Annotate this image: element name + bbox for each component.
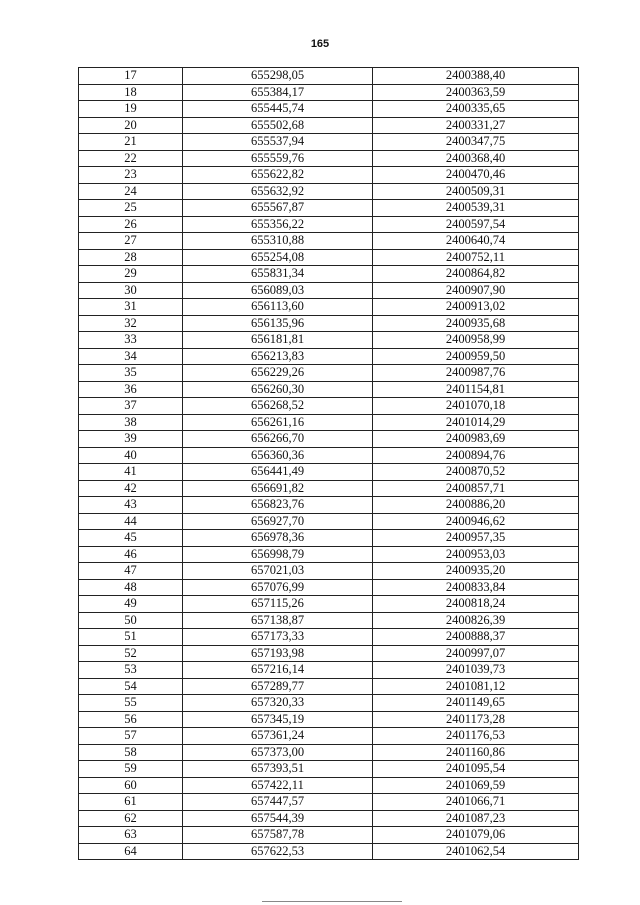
x-coordinate-cell: 656691,82 xyxy=(183,480,373,497)
y-coordinate-cell: 2400833,84 xyxy=(373,579,579,596)
x-coordinate-cell: 657361,24 xyxy=(183,728,373,745)
table-row xyxy=(79,497,579,514)
x-coordinate-cell: 657289,77 xyxy=(183,678,373,695)
x-coordinate-cell: 655254,08 xyxy=(183,249,373,266)
table-row xyxy=(79,629,579,646)
x-coordinate-cell: 655356,22 xyxy=(183,216,373,233)
table-row xyxy=(79,414,579,431)
table-row xyxy=(79,332,579,349)
y-coordinate-cell: 2400886,20 xyxy=(373,497,579,514)
y-coordinate-cell: 2400935,20 xyxy=(373,563,579,580)
point-number-cell: 21 xyxy=(79,134,183,151)
y-coordinate-cell: 2401039,73 xyxy=(373,662,579,679)
point-number-cell: 47 xyxy=(79,563,183,580)
x-coordinate-cell: 657193,98 xyxy=(183,645,373,662)
table-row xyxy=(79,431,579,448)
table-row xyxy=(79,464,579,481)
point-number-cell: 63 xyxy=(79,827,183,844)
table-row xyxy=(79,216,579,233)
table-row xyxy=(79,84,579,101)
x-coordinate-cell: 657422,11 xyxy=(183,777,373,794)
y-coordinate-cell: 2400913,02 xyxy=(373,299,579,316)
point-number-cell: 20 xyxy=(79,117,183,134)
point-number-cell: 45 xyxy=(79,530,183,547)
point-number-cell: 55 xyxy=(79,695,183,712)
y-coordinate-cell: 2401173,28 xyxy=(373,711,579,728)
table-row xyxy=(79,249,579,266)
x-coordinate-cell: 656823,76 xyxy=(183,497,373,514)
point-number-cell: 26 xyxy=(79,216,183,233)
table-row xyxy=(79,761,579,778)
y-coordinate-cell: 2400958,99 xyxy=(373,332,579,349)
y-coordinate-cell: 2401087,23 xyxy=(373,810,579,827)
y-coordinate-cell: 2400539,31 xyxy=(373,200,579,217)
x-coordinate-cell: 657320,33 xyxy=(183,695,373,712)
y-coordinate-cell: 2400870,52 xyxy=(373,464,579,481)
y-coordinate-cell: 2400347,75 xyxy=(373,134,579,151)
point-number-cell: 35 xyxy=(79,365,183,382)
y-coordinate-cell: 2400864,82 xyxy=(373,266,579,283)
table-row xyxy=(79,678,579,695)
table-row xyxy=(79,68,579,85)
point-number-cell: 53 xyxy=(79,662,183,679)
y-coordinate-cell: 2400946,62 xyxy=(373,513,579,530)
y-coordinate-cell: 2401066,71 xyxy=(373,794,579,811)
y-coordinate-cell: 2401095,54 xyxy=(373,761,579,778)
point-number-cell: 19 xyxy=(79,101,183,118)
table-row xyxy=(79,810,579,827)
y-coordinate-cell: 2401062,54 xyxy=(373,843,579,860)
y-coordinate-cell: 2400509,31 xyxy=(373,183,579,200)
table-row xyxy=(79,183,579,200)
y-coordinate-cell: 2401154,81 xyxy=(373,381,579,398)
x-coordinate-cell: 657622,53 xyxy=(183,843,373,860)
x-coordinate-cell: 656978,36 xyxy=(183,530,373,547)
y-coordinate-cell: 2400826,39 xyxy=(373,612,579,629)
table-row xyxy=(79,315,579,332)
y-coordinate-cell: 2401069,59 xyxy=(373,777,579,794)
point-number-cell: 50 xyxy=(79,612,183,629)
point-number-cell: 62 xyxy=(79,810,183,827)
y-coordinate-cell: 2401079,06 xyxy=(373,827,579,844)
x-coordinate-cell: 656135,96 xyxy=(183,315,373,332)
point-number-cell: 64 xyxy=(79,843,183,860)
table-row xyxy=(79,266,579,283)
table-row xyxy=(79,365,579,382)
point-number-cell: 33 xyxy=(79,332,183,349)
y-coordinate-cell: 2400470,46 xyxy=(373,167,579,184)
y-coordinate-cell: 2400953,03 xyxy=(373,546,579,563)
table-row xyxy=(79,101,579,118)
x-coordinate-cell: 656261,16 xyxy=(183,414,373,431)
point-number-cell: 32 xyxy=(79,315,183,332)
x-coordinate-cell: 657076,99 xyxy=(183,579,373,596)
point-number-cell: 43 xyxy=(79,497,183,514)
y-coordinate-cell: 2400888,37 xyxy=(373,629,579,646)
x-coordinate-cell: 656360,36 xyxy=(183,447,373,464)
y-coordinate-cell: 2400368,40 xyxy=(373,150,579,167)
table-row xyxy=(79,711,579,728)
y-coordinate-cell: 2400363,59 xyxy=(373,84,579,101)
x-coordinate-cell: 656089,03 xyxy=(183,282,373,299)
y-coordinate-cell: 2400857,71 xyxy=(373,480,579,497)
table-row xyxy=(79,381,579,398)
table-row xyxy=(79,794,579,811)
x-coordinate-cell: 655831,34 xyxy=(183,266,373,283)
x-coordinate-cell: 655537,94 xyxy=(183,134,373,151)
y-coordinate-cell: 2400894,76 xyxy=(373,447,579,464)
x-coordinate-cell: 656260,30 xyxy=(183,381,373,398)
table-row xyxy=(79,827,579,844)
x-coordinate-cell: 655559,76 xyxy=(183,150,373,167)
y-coordinate-cell: 2400959,50 xyxy=(373,348,579,365)
point-number-cell: 56 xyxy=(79,711,183,728)
table-row xyxy=(79,530,579,547)
x-coordinate-cell: 657138,87 xyxy=(183,612,373,629)
x-coordinate-cell: 657373,00 xyxy=(183,744,373,761)
x-coordinate-cell: 656181,81 xyxy=(183,332,373,349)
point-number-cell: 60 xyxy=(79,777,183,794)
table-row xyxy=(79,777,579,794)
y-coordinate-cell: 2401081,12 xyxy=(373,678,579,695)
y-coordinate-cell: 2400335,65 xyxy=(373,101,579,118)
point-number-cell: 41 xyxy=(79,464,183,481)
page-bottom-rule xyxy=(262,901,402,902)
point-number-cell: 52 xyxy=(79,645,183,662)
y-coordinate-cell: 2400597,54 xyxy=(373,216,579,233)
table-row xyxy=(79,200,579,217)
point-number-cell: 40 xyxy=(79,447,183,464)
x-coordinate-cell: 657345,19 xyxy=(183,711,373,728)
x-coordinate-cell: 657216,14 xyxy=(183,662,373,679)
coordinates-table-body xyxy=(79,68,579,860)
x-coordinate-cell: 655502,68 xyxy=(183,117,373,134)
y-coordinate-cell: 2400983,69 xyxy=(373,431,579,448)
table-row xyxy=(79,447,579,464)
point-number-cell: 58 xyxy=(79,744,183,761)
x-coordinate-cell: 657115,26 xyxy=(183,596,373,613)
point-number-cell: 25 xyxy=(79,200,183,217)
table-row xyxy=(79,563,579,580)
point-number-cell: 59 xyxy=(79,761,183,778)
table-row xyxy=(79,596,579,613)
y-coordinate-cell: 2400997,07 xyxy=(373,645,579,662)
table-row xyxy=(79,513,579,530)
point-number-cell: 30 xyxy=(79,282,183,299)
table-row xyxy=(79,579,579,596)
table-row xyxy=(79,744,579,761)
table-row xyxy=(79,233,579,250)
x-coordinate-cell: 656213,83 xyxy=(183,348,373,365)
point-number-cell: 51 xyxy=(79,629,183,646)
point-number-cell: 23 xyxy=(79,167,183,184)
y-coordinate-cell: 2400752,11 xyxy=(373,249,579,266)
x-coordinate-cell: 656441,49 xyxy=(183,464,373,481)
point-number-cell: 46 xyxy=(79,546,183,563)
table-row xyxy=(79,645,579,662)
point-number-cell: 34 xyxy=(79,348,183,365)
y-coordinate-cell: 2400907,90 xyxy=(373,282,579,299)
x-coordinate-cell: 655445,74 xyxy=(183,101,373,118)
x-coordinate-cell: 655298,05 xyxy=(183,68,373,85)
point-number-cell: 37 xyxy=(79,398,183,415)
x-coordinate-cell: 656998,79 xyxy=(183,546,373,563)
x-coordinate-cell: 656266,70 xyxy=(183,431,373,448)
y-coordinate-cell: 2400987,76 xyxy=(373,365,579,382)
point-number-cell: 28 xyxy=(79,249,183,266)
x-coordinate-cell: 657447,57 xyxy=(183,794,373,811)
x-coordinate-cell: 656229,26 xyxy=(183,365,373,382)
table-row xyxy=(79,728,579,745)
point-number-cell: 61 xyxy=(79,794,183,811)
y-coordinate-cell: 2401176,53 xyxy=(373,728,579,745)
y-coordinate-cell: 2401160,86 xyxy=(373,744,579,761)
table-row xyxy=(79,695,579,712)
y-coordinate-cell: 2401014,29 xyxy=(373,414,579,431)
table-row xyxy=(79,150,579,167)
point-number-cell: 42 xyxy=(79,480,183,497)
table-row xyxy=(79,612,579,629)
point-number-cell: 54 xyxy=(79,678,183,695)
point-number-cell: 44 xyxy=(79,513,183,530)
x-coordinate-cell: 657393,51 xyxy=(183,761,373,778)
x-coordinate-cell: 657173,33 xyxy=(183,629,373,646)
point-number-cell: 39 xyxy=(79,431,183,448)
x-coordinate-cell: 656927,70 xyxy=(183,513,373,530)
point-number-cell: 18 xyxy=(79,84,183,101)
page-number: 165 xyxy=(310,38,330,50)
table-row xyxy=(79,167,579,184)
point-number-cell: 17 xyxy=(79,68,183,85)
table-row xyxy=(79,117,579,134)
point-number-cell: 38 xyxy=(79,414,183,431)
x-coordinate-cell: 655567,87 xyxy=(183,200,373,217)
y-coordinate-cell: 2401149,65 xyxy=(373,695,579,712)
x-coordinate-cell: 656113,60 xyxy=(183,299,373,316)
point-number-cell: 27 xyxy=(79,233,183,250)
x-coordinate-cell: 657021,03 xyxy=(183,563,373,580)
table-row xyxy=(79,134,579,151)
table-row xyxy=(79,480,579,497)
y-coordinate-cell: 2400640,74 xyxy=(373,233,579,250)
point-number-cell: 22 xyxy=(79,150,183,167)
point-number-cell: 29 xyxy=(79,266,183,283)
y-coordinate-cell: 2400957,35 xyxy=(373,530,579,547)
table-row xyxy=(79,398,579,415)
y-coordinate-cell: 2400818,24 xyxy=(373,596,579,613)
x-coordinate-cell: 655384,17 xyxy=(183,84,373,101)
point-number-cell: 36 xyxy=(79,381,183,398)
x-coordinate-cell: 657544,39 xyxy=(183,810,373,827)
table-row xyxy=(79,843,579,860)
point-number-cell: 48 xyxy=(79,579,183,596)
table-row xyxy=(79,282,579,299)
x-coordinate-cell: 655310,88 xyxy=(183,233,373,250)
table-row xyxy=(79,546,579,563)
y-coordinate-cell: 2400388,40 xyxy=(373,68,579,85)
x-coordinate-cell: 655622,82 xyxy=(183,167,373,184)
x-coordinate-cell: 655632,92 xyxy=(183,183,373,200)
point-number-cell: 57 xyxy=(79,728,183,745)
x-coordinate-cell: 656268,52 xyxy=(183,398,373,415)
table-row xyxy=(79,662,579,679)
point-number-cell: 31 xyxy=(79,299,183,316)
x-coordinate-cell: 657587,78 xyxy=(183,827,373,844)
y-coordinate-cell: 2401070,18 xyxy=(373,398,579,415)
coordinates-table xyxy=(78,67,579,860)
table-row xyxy=(79,299,579,316)
point-number-cell: 49 xyxy=(79,596,183,613)
point-number-cell: 24 xyxy=(79,183,183,200)
table-row xyxy=(79,348,579,365)
y-coordinate-cell: 2400935,68 xyxy=(373,315,579,332)
y-coordinate-cell: 2400331,27 xyxy=(373,117,579,134)
